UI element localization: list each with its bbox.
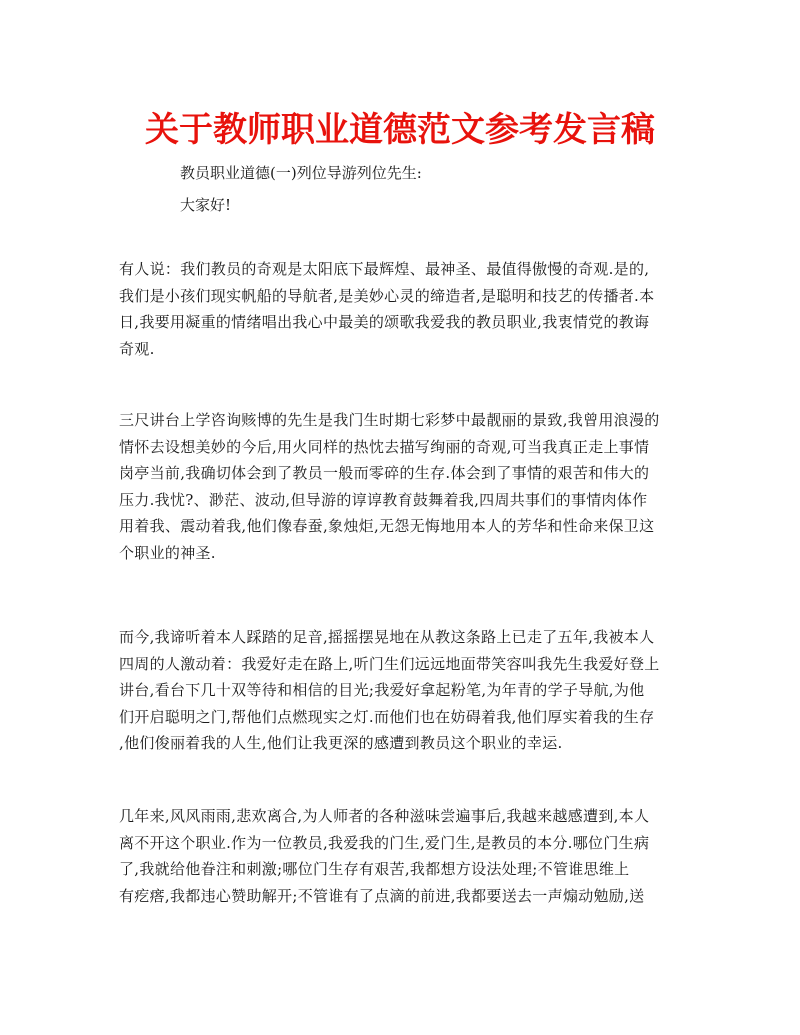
paragraph-line: 离不开这个职业.作为一位教员,我爱我的门生,爱门生,是教员的本分.哪位门生病 (119, 833, 650, 852)
paragraph-line: 用着我、震动着我,他们像春蚕,象烛炬,无怨无悔地用本人的芳华和性命来保卫这 (119, 517, 655, 535)
paragraph-line: 四周的人激动着：我爱好走在路上,听门生们远远地面带笑容叫我先生我爱好登上 (119, 654, 660, 673)
paragraph-2 (119, 407, 679, 566)
paragraph-1 (119, 256, 679, 362)
paragraph-line: 日,我要用凝重的情绪唱出我心中最美的颂歌我爱我的教员职业,我衷情党的教诲 (119, 313, 650, 331)
paragraph-3 (119, 624, 679, 757)
paragraph-line: 有疙瘩,我都违心赞助解开;不管谁有了点滴的前进,我都要送去一声煽动勉励,送 (119, 886, 645, 905)
paragraph-4 (119, 803, 679, 909)
paragraph-line: 个职业的神圣. (119, 543, 216, 562)
paragraph-line: 压力.我忧?、渺茫、波动,但导游的谆谆教育鼓舞着我,四周共事们的事情肉体作 (119, 490, 648, 509)
paragraph-line: 们开启聪明之门,帮他们点燃现实之灯.而他们也在妨碍着我,他们厚实着我的生存 (119, 707, 655, 726)
intro-line-2: 大家好! (180, 196, 232, 214)
paragraph-line: 讲台,看台下几十双等待和相信的目光;我爱好拿起粉笔,为年青的学子导航,为他 (119, 681, 645, 699)
paragraph-line: 岗亭当前,我确切体会到了教员一般而零碎的生存.体会到了事情的艰苦和伟大的 (119, 464, 650, 482)
paragraph-line: 有人说：我们教员的奇观是太阳底下最辉煌、最神圣、最值得傲慢的奇观.是的, (119, 260, 650, 278)
paragraph-line: ,他们俊丽着我的人生,他们让我更深的感遭到教员这个职业的幸运. (119, 734, 563, 752)
paragraph-line: 三尺讲台上学咨询赅博的先生是我门生时期七彩梦中最靓丽的景致,我曾用浪漫的 (119, 411, 660, 429)
paragraph-line: 奇观. (119, 339, 155, 358)
paragraph-line: 而今,我谛听着本人踩踏的足音,摇摇摆晃地在从教这条路上已走了五年,我被本人 (119, 628, 655, 646)
paragraph-line: 几年来,风风雨雨,悲欢离合,为人师者的各种滋味尝遍事后,我越来越感遭到,本人 (119, 807, 650, 825)
paragraph-line: 我们是小孩们现实帆船的导航者,是美妙心灵的缔造者,是聪明和技艺的传播者.本 (119, 286, 655, 305)
intro-line-1: 教员职业道德(一)列位导游列位先生: (180, 164, 422, 182)
paragraph-line: 了,我就给他眷注和刺激;哪位门生存有艰苦,我都想方设法处理;不管谁思维上 (119, 860, 630, 878)
paragraph-line: 情怀去设想美妙的今后,用火同样的热忱去描写绚丽的奇观,可当我真正走上事情 (119, 437, 650, 456)
page-title: 关于教师职业道德范文参考发言稿 (145, 110, 655, 150)
